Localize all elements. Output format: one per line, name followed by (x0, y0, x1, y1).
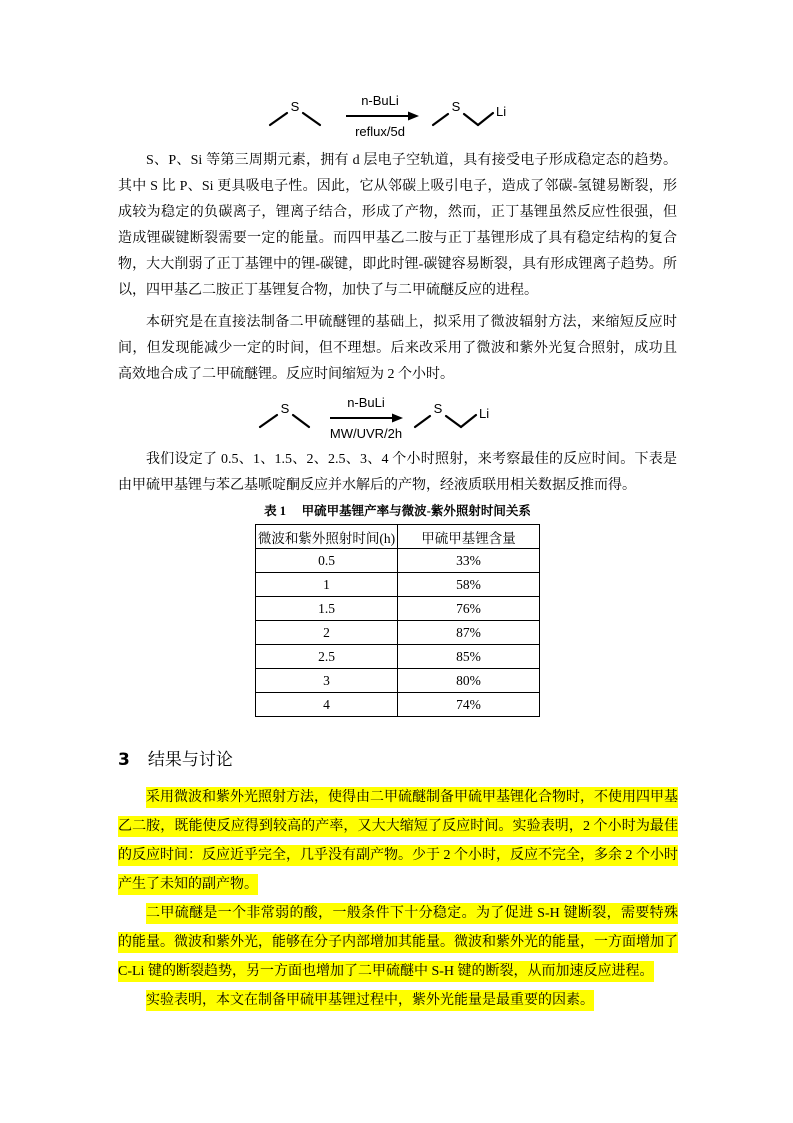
reaction-arrowhead (408, 112, 419, 121)
cell-time: 4 (256, 693, 398, 717)
highlighted-paragraph-2 (118, 899, 678, 986)
product-lithium-label: Li (479, 406, 490, 421)
table-row (256, 669, 540, 693)
body-paragraph-1: S、P、Si 等第三周期元素，拥有 d 层电子空轨道，具有接受电子形成稳定态的趋势。其中 S 比 P、Si 更具吸电子性。因此，它从邻碳上吸引电子，造成了邻碳-氢键易断裂，形成较为稳定的负碳离子，锂离子结合，形成了产物，然而，正丁基锂虽然反应性很强，但造成锂碳键断裂需要一定的能量。而四甲基乙二胺与正丁基锂形成了具有稳定结构的复合物，大大削弱了正丁基锂中的锂-碳键，即此时锂-碳键容易断裂，具有形成锂离子趋势。所以，四甲基乙二胺正丁基锂复合物，加快了与二甲硫醚反应的进程。 (118, 153, 677, 298)
highlight-text-2: 二甲硫醚是一个非常弱的酸，一般条件下十分稳定。为了促进 S-H 键断裂，需要特殊的能量。微波和紫外光，能够在分子内部增加其能量。微波和紫外光的能量，一方面增加了 C-Li 键的断裂趋势，另一方面也增加了二甲硫醚中 S-H 键的断裂，从而加速反应进程。 (118, 903, 678, 982)
cell-time: 2 (256, 621, 398, 645)
highlight-text-3: 实验表明，本文在制备甲硫甲基锂过程中，紫外光能量是最重要的因素。 (146, 990, 594, 1011)
section-number: 3 (118, 750, 130, 770)
cell-time: 1 (256, 573, 398, 597)
table-row (256, 645, 540, 669)
cell-time: 1.5 (256, 597, 398, 621)
cell-yield: 74% (398, 693, 540, 717)
cell-yield: 80% (398, 669, 540, 693)
highlighted-paragraph-3 (118, 986, 678, 1015)
table-caption: 表 1 甲硫甲基锂产率与微波-紫外照射时间关系 (264, 504, 531, 518)
bond-line (303, 113, 320, 125)
discussion-block (118, 783, 678, 1015)
body-paragraph-3: 我们设定了 0.5、1、1.5、2、2.5、3、4 个小时照射，来考察最佳的反应时间。下表是由甲硫甲基锂与苯乙基哌啶酮反应并水解后的产物，经液质联用相关数据反推而得。 (118, 452, 677, 493)
bond-line (478, 113, 493, 125)
cell-time: 3 (256, 669, 398, 693)
highlighted-paragraph-1 (118, 783, 678, 899)
section-title: 结果与讨论 (147, 750, 233, 770)
product-sulfur-label: S (433, 401, 443, 416)
bond-line (433, 114, 448, 125)
condition-label: MW/UVR/2h (329, 426, 403, 441)
reaction-scheme-1 (258, 92, 518, 144)
table-header-time: 微波和紫外照射时间(h) (256, 525, 398, 549)
reactant-sulfur-label: S (280, 401, 290, 416)
table-row (256, 549, 540, 573)
reaction-scheme-2 (243, 396, 508, 444)
cell-yield: 87% (398, 621, 540, 645)
cell-yield: 58% (398, 573, 540, 597)
table-row (256, 693, 540, 717)
cell-time: 0.5 (256, 549, 398, 573)
bond-line (415, 416, 430, 427)
section-heading (118, 745, 233, 770)
bond-line (461, 415, 476, 427)
cell-time: 2.5 (256, 645, 398, 669)
bond-line (270, 113, 287, 125)
results-table (255, 524, 540, 717)
highlight-text-1: 采用微波和紫外光照射方法，使得由二甲硫醚制备甲硫甲基锂化合物时，不使用四甲基乙二胺，既能使反应得到较高的产率，又大大缩短了反应时间。实验表明，2 个小时为最佳的反应时间：反应近乎完全，几乎没有副产物。少于 2 个小时，反应不完全，多余 2 个小时产生了未知的副产物。 (118, 787, 678, 895)
bond-line (293, 415, 309, 427)
product-lithium-label: Li (496, 104, 507, 119)
reagent-label: n-BuLi (361, 93, 399, 108)
product-sulfur-label: S (451, 99, 461, 114)
table-row (256, 573, 540, 597)
table-row (256, 597, 540, 621)
bond-line (464, 114, 478, 125)
table-header-row (256, 525, 540, 549)
cell-yield: 76% (398, 597, 540, 621)
bond-line (446, 416, 461, 427)
table-header-yield: 甲硫甲基锂含量 (398, 525, 540, 549)
cell-yield: 85% (398, 645, 540, 669)
table-row (256, 621, 540, 645)
cell-yield: 33% (398, 549, 540, 573)
reaction-arrowhead (392, 414, 403, 423)
reactant-sulfur-label: S (290, 99, 300, 114)
body-paragraph-2: 本研究是在直接法制备二甲硫醚锂的基础上，拟采用了微波辐射方法，来缩短反应时间，但发现能减少一定的时间，但不理想。后来改采用了微波和紫外光复合照射，成功且高效地合成了二甲硫醚锂。反应时间缩短为 2 个小时。 (118, 315, 677, 382)
condition-label: reflux/5d (355, 124, 405, 139)
bond-line (260, 415, 277, 427)
reagent-label: n-BuLi (347, 396, 385, 410)
